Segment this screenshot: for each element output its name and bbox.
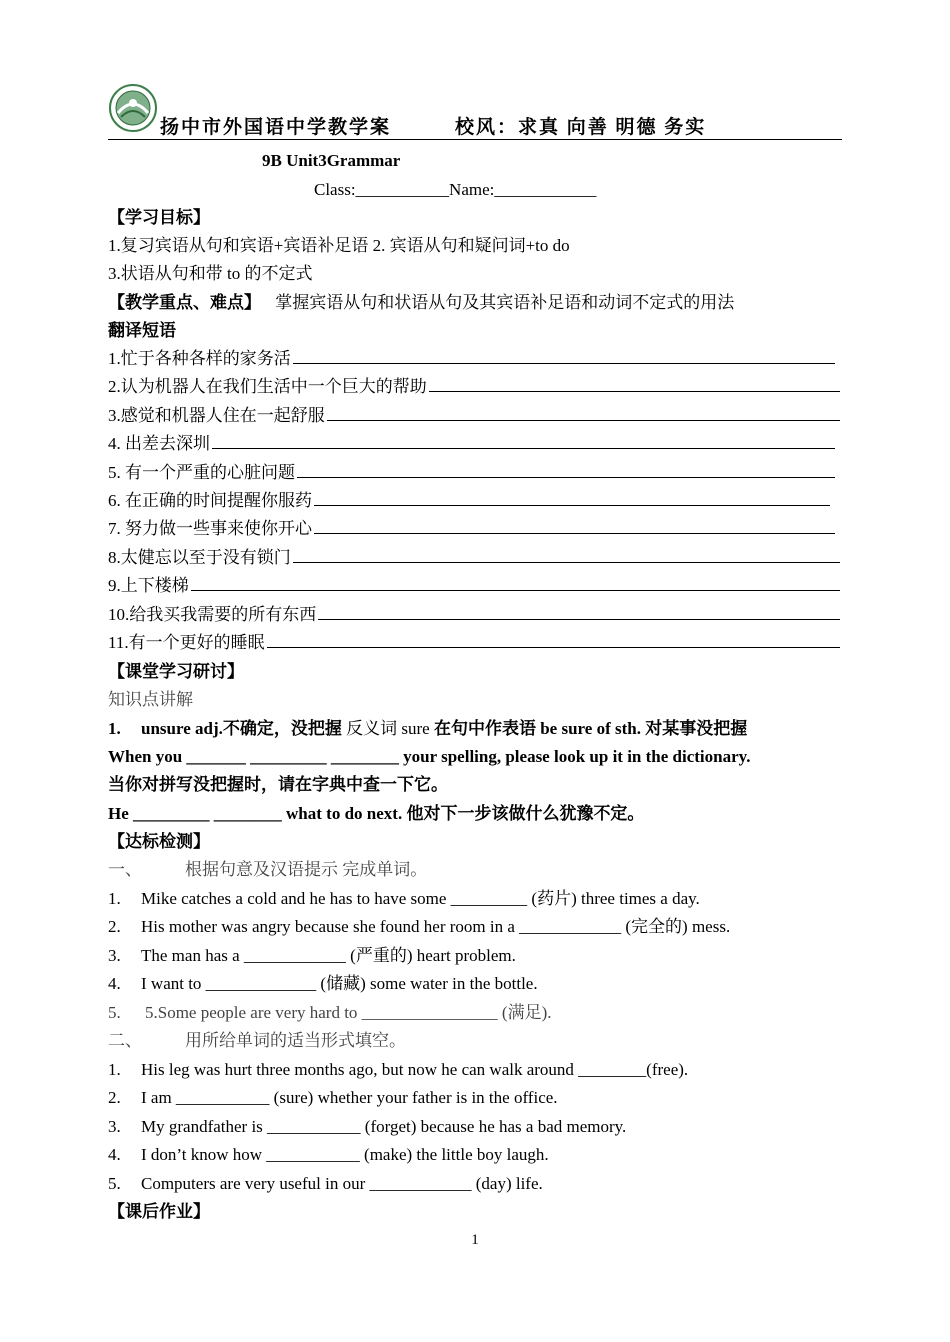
translate-item-text: 2.认为机器人在我们生活中一个巨大的帮助 — [108, 377, 427, 397]
test-part1-title — [108, 856, 842, 884]
exercise-item — [108, 970, 842, 998]
example-1-chinese: 当你对拼写没把握时，请在字典中查一下它。 — [108, 775, 448, 794]
translate-item-text: 11.有一个更好的睡眠 — [108, 633, 265, 652]
exercise-item — [108, 1084, 842, 1112]
answer-blank[interactable] — [314, 515, 835, 534]
translate-item-text: 10.给我买我需要的所有东西 — [108, 604, 317, 624]
part1-label: 一、 — [108, 860, 142, 879]
exercise-item — [108, 1141, 842, 1169]
objectives-line-1: 1.复习宾语从句和宾语+宾语补足语 2. 宾语从句和疑问词+to do — [108, 236, 570, 255]
exercise-item — [108, 999, 842, 1027]
exercise-text: I want to _____________ (储藏) some water in the bottle. — [141, 974, 538, 994]
class-name-line: Class:___________Name:____________ — [314, 180, 597, 199]
school-motto: 校风：求真 向善 明德 务实 — [455, 117, 707, 138]
exercise-item — [108, 1056, 842, 1084]
knowledge-point-term: unsure adj.不确定，没把握 — [141, 719, 342, 738]
translate-item-text: 7. 努力做一些事来使你开心 — [108, 519, 312, 539]
exercise-item — [108, 1170, 842, 1198]
translate-item — [108, 345, 835, 373]
exercise-number: 4. — [108, 974, 121, 994]
answer-blank[interactable] — [297, 459, 835, 478]
exercise-item — [108, 942, 842, 970]
translate-item — [108, 373, 840, 401]
answer-blank[interactable] — [267, 629, 840, 648]
translate-item-text: 8.太健忘以至于没有锁门 — [108, 547, 291, 567]
exercise-text: The man has a ____________ (严重的) heart problem. — [141, 945, 516, 965]
classroom-heading: 【课堂学习研讨】 — [108, 662, 244, 681]
header-divider — [108, 139, 842, 140]
translate-item-text: 6. 在正确的时间提醒你服药 — [108, 491, 312, 510]
exercise-text: His mother was angry because she found her room in a ____________ (完全的) mess. — [141, 917, 731, 937]
knowledge-point-antonym: 反义词 sure — [346, 719, 430, 738]
knowledge-point-usage: 在句中作表语 be sure of sth. 对某事没把握 — [433, 719, 748, 738]
exercise-item — [108, 1113, 842, 1141]
translate-heading: 翻译短语 — [108, 321, 176, 340]
translate-item — [108, 487, 830, 515]
translate-item — [108, 601, 840, 629]
answer-blank[interactable] — [212, 430, 835, 449]
example-1-english: When you _______ _________ ________ your spelling, please look up it in the dictionary. — [108, 747, 751, 766]
exercise-number: 5. — [108, 1002, 121, 1022]
exercise-text: Computers are very useful in our ____________ (day) life. — [141, 1173, 543, 1193]
exercise-text: My grandfather is ___________ (forget) because he has a bad memory. — [141, 1116, 627, 1136]
answer-blank[interactable] — [293, 544, 840, 563]
exercise-text: I am ___________ (sure) whether your father is in the office. — [141, 1088, 558, 1108]
classroom-subheading: 知识点讲解 — [108, 690, 193, 709]
test-heading: 【达标检测】 — [108, 832, 210, 851]
exercise-item — [108, 885, 842, 913]
knowledge-point-number: 1. — [108, 719, 121, 738]
example-2: He _________ ________ what to do next. 他对下一步该做什么犹豫不定。 — [108, 804, 645, 823]
keypoints-line — [108, 289, 842, 317]
test-part2-title — [108, 1027, 842, 1055]
keypoints-heading: 【教学重点、难点】 — [108, 293, 261, 312]
translate-item-text: 4. 出差去深圳 — [108, 434, 210, 454]
translate-item-text: 1.忙于各种各样的家务活 — [108, 349, 291, 368]
exercise-text: Mike catches a cold and he has to have some _________ (药片) three times a day. — [141, 889, 700, 908]
knowledge-point-1 — [108, 715, 842, 743]
exercise-number: 4. — [108, 1145, 121, 1165]
part2-label: 二、 — [108, 1031, 142, 1050]
translate-item — [108, 459, 835, 487]
homework-heading: 【课后作业】 — [108, 1202, 210, 1221]
answer-blank[interactable] — [191, 572, 840, 591]
school-logo-icon — [108, 83, 158, 133]
exercise-number: 1. — [108, 1060, 121, 1079]
exercise-number: 3. — [108, 945, 121, 965]
exercise-number: 1. — [108, 889, 121, 908]
translate-item — [108, 544, 840, 572]
objectives-line-2: 3.状语从句和带 to 的不定式 — [108, 264, 313, 283]
exercise-number: 5. — [108, 1173, 121, 1193]
page-number: 1 — [471, 1232, 479, 1248]
translate-item-text: 3.感觉和机器人住在一起舒服 — [108, 405, 325, 425]
exercise-number: 3. — [108, 1116, 121, 1136]
translate-item — [108, 402, 840, 430]
exercise-number: 2. — [108, 917, 121, 937]
translate-item — [108, 515, 835, 543]
answer-blank[interactable] — [318, 601, 840, 620]
exercise-number: 2. — [108, 1088, 121, 1108]
exercise-item — [108, 913, 842, 941]
answer-blank[interactable] — [314, 487, 830, 506]
exercise-text: His leg was hurt three months ago, but now he can walk around ________(free). — [141, 1060, 689, 1079]
objectives-heading: 【学习目标】 — [108, 208, 210, 227]
translate-item — [108, 572, 840, 600]
answer-blank[interactable] — [293, 345, 835, 364]
page-title: 9B Unit3Grammar — [262, 151, 401, 170]
keypoints-text: 掌握宾语从句和状语从句及其宾语补足语和动词不定式的用法 — [275, 293, 735, 312]
exercise-text: 5.Some people are very hard to ________________ (满足). — [145, 1002, 552, 1022]
answer-blank[interactable] — [429, 373, 840, 392]
translate-item-text: 5. 有一个严重的心脏问题 — [108, 462, 295, 482]
part1-instruction: 根据句意及汉语提示 完成单词。 — [185, 860, 428, 879]
translate-item-text: 9.上下楼梯 — [108, 576, 189, 596]
translate-item — [108, 629, 840, 657]
translate-item — [108, 430, 835, 458]
answer-blank[interactable] — [327, 402, 840, 421]
exercise-text: I don’t know how ___________ (make) the little boy laugh. — [141, 1145, 549, 1165]
school-name: 扬中市外国语中学教学案 — [160, 117, 392, 138]
part2-instruction: 用所给单词的适当形式填空。 — [185, 1031, 406, 1050]
